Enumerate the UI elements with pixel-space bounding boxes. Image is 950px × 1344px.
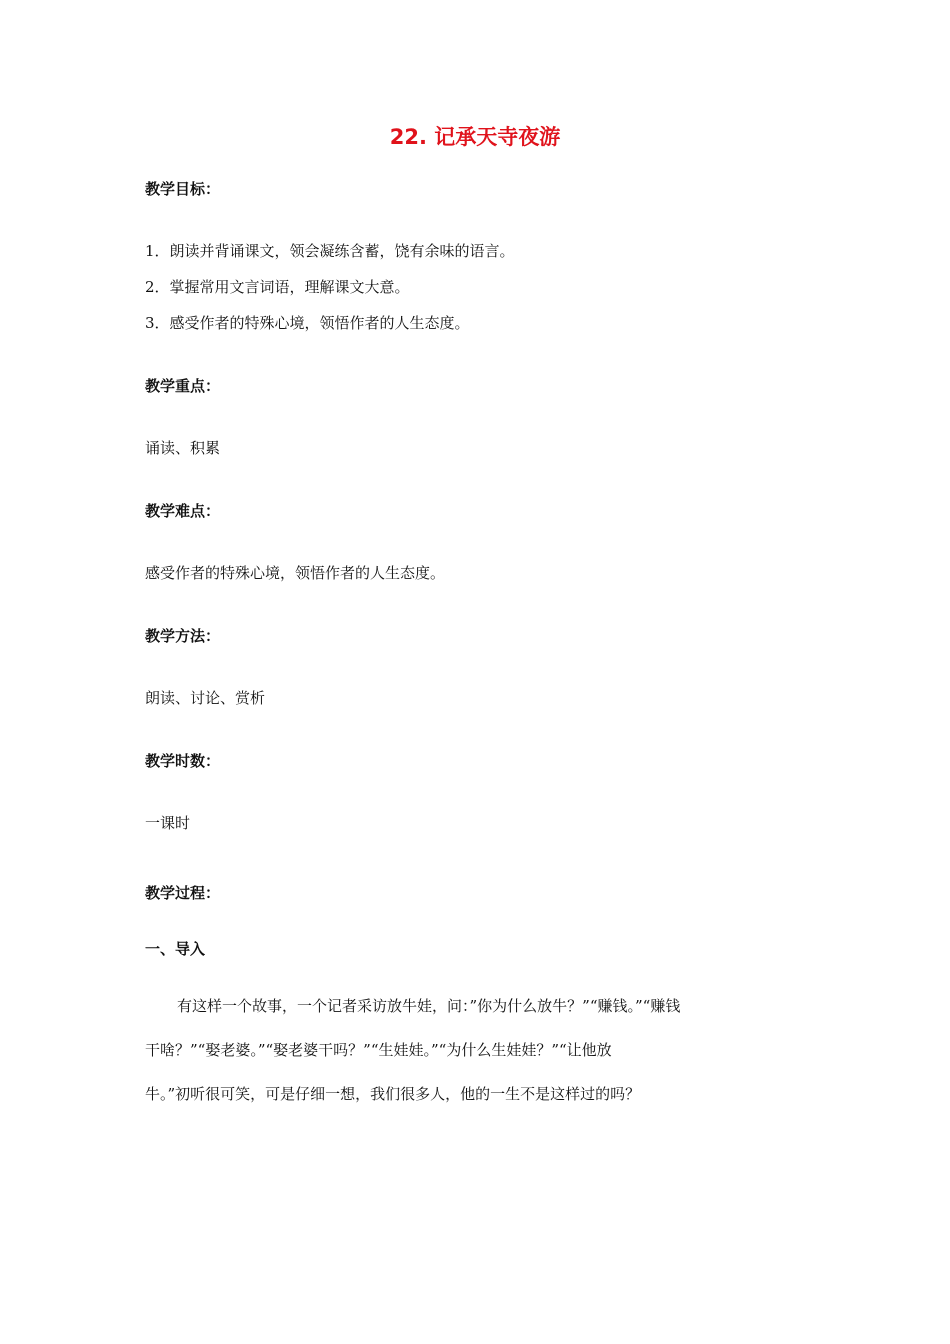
intro-paragraph-line: 干啥？”“娶老婆。”“娶老婆干吗？”“生娃娃。”“为什么生娃娃？”“让他放 <box>145 1041 612 1059</box>
document-title: 22. 记承天寺夜游 <box>389 125 561 149</box>
key-points-text: 诵读、积累 <box>145 439 221 457</box>
intro-paragraph-line: 有这样一个故事，一个记者采访放牛娃，问：”你为什么放牛？”“赚钱。”“赚钱 <box>177 997 681 1015</box>
methods-heading: 教学方法： <box>145 627 221 645</box>
hours-text: 一课时 <box>145 814 191 832</box>
objective-item-2: 2．掌握常用文言词语，理解课文大意。 <box>145 278 410 296</box>
intro-paragraph <box>145 995 805 1127</box>
key-points-heading: 教学重点： <box>145 377 221 395</box>
process-heading: 教学过程： <box>145 884 221 902</box>
objectives-heading: 教学目标： <box>145 180 221 198</box>
difficulties-heading: 教学难点： <box>145 502 221 520</box>
hours-heading: 教学时数： <box>145 752 221 770</box>
intro-paragraph-line: 牛。”初听很可笑，可是仔细一想，我们很多人，他的一生不是这样过的吗？ <box>145 1085 641 1103</box>
objective-item-3: 3．感受作者的特殊心境，领悟作者的人生态度。 <box>145 314 470 332</box>
methods-text: 朗读、讨论、赏析 <box>145 689 266 707</box>
difficulties-text: 感受作者的特殊心境，领悟作者的人生态度。 <box>145 564 446 582</box>
intro-subheading: 一、导入 <box>145 940 206 958</box>
objective-item-1: 1．朗读并背诵课文，领会凝练含蓄，饶有余味的语言。 <box>145 242 515 260</box>
